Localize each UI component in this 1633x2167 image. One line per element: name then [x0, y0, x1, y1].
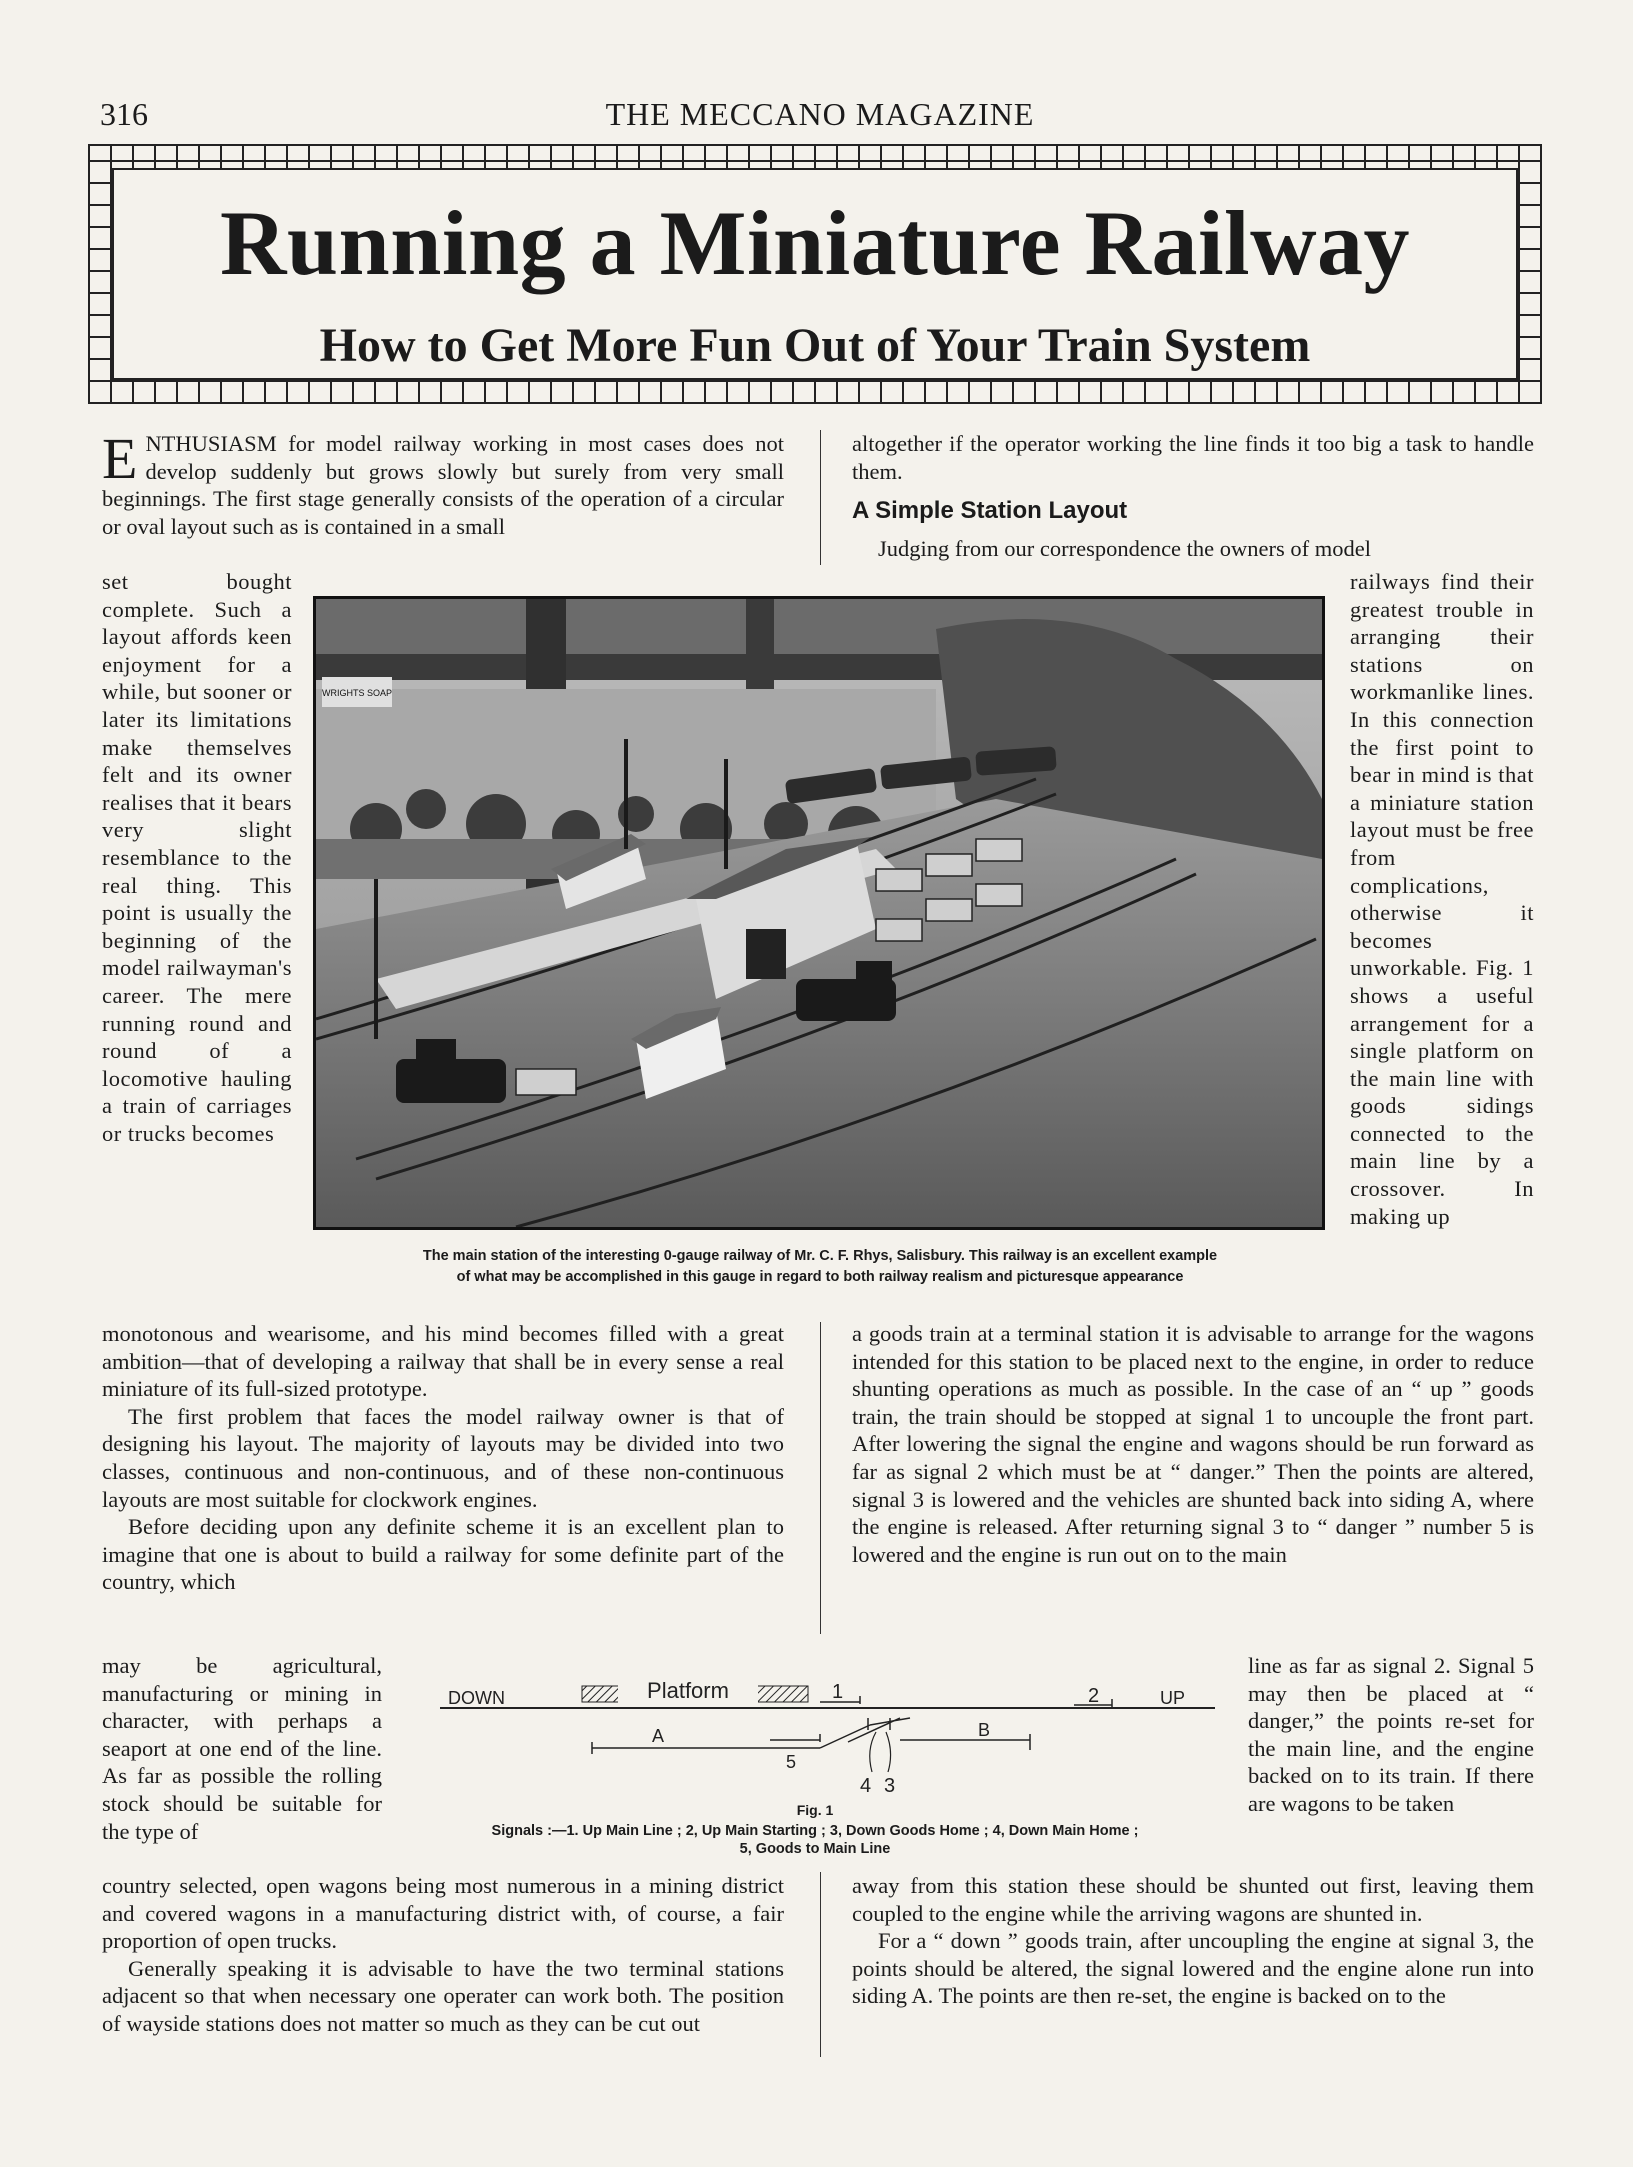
right-column-bottom [852, 1872, 1534, 2010]
left-column-bottom [102, 1872, 784, 2038]
column-divider-top [820, 430, 821, 565]
up-label: UP [1160, 1688, 1186, 1708]
article-title: Running a Miniature Railway [219, 192, 1411, 294]
platform-label: Platform [647, 1678, 729, 1703]
figure-caption-line-2: 5, Goods to Main Line [739, 1841, 891, 1857]
section-heading: A Simple Station Layout [852, 497, 1128, 525]
signal-2-label: 2 [1088, 1685, 1100, 1707]
down-label: DOWN [448, 1688, 505, 1708]
left-column-narrow [102, 568, 292, 1147]
right-paragraph-2-narrow-2: line as far as signal 2. Signal 5 may then be placed at “ danger,” the points re-set for the main line, and the engine backed on to its train. If there are wagons to be taken [1248, 1653, 1534, 1816]
right-paragraph-1: altogether if the operator working the line finds it too big a task to handle them. [852, 431, 1534, 484]
photo-caption [300, 1246, 1340, 1288]
right-paragraph-2-continued: a goods train at a terminal station it is advisable to arrange for the wagons intended for this station to be placed next to the engine, in order to reduce shunting operations as much as possible. In the case of an “ up ” goods train, the train should be stopped at signal 1 to uncouple the front part. After lowering the signal the engine and wagons should be run forward as far as signal 2 which must be at “ danger.” Then the points are altered, signal 3 is lowered and the vehicles are shunted back into siding A, where the engine is released. After returning signal 3 to “ danger ” number 5 is lowered and the engine is run out on to the main [852, 1321, 1534, 1567]
drop-cap: E [102, 426, 138, 491]
right-column-narrow-2 [1248, 1652, 1534, 1818]
title-box [88, 144, 1542, 404]
right-column-top [852, 430, 1534, 562]
right-paragraph-3: For a “ down ” goods train, after uncoupling the engine at signal 3, the points should be altered, the signal lowered and the engine alone run into siding A. The points are then re-set, the engine is backed on to the [852, 1928, 1534, 2009]
paragraph-1-text-b: monotonous and wearisome, and his mind becomes filled with a great ambition—that of developing a railway that shall be in every sense a real miniature of its full-sized prototype. [102, 1321, 784, 1402]
siding-a-label: A [652, 1726, 665, 1746]
photo-caption-line-2: of what may be accomplished in this gauge in regard to both railway realism and picturesque appearance [456, 1269, 1184, 1285]
right-column-narrow [1350, 568, 1534, 1230]
paragraph-2: The first problem that faces the model railway owner is that of designing his layout. The majority of layouts may be divided into two classes, continuous and non-continuous, and of these non-continuous layouts are most suitable for clockwork engines. [102, 1403, 784, 1512]
left-column-top [102, 426, 784, 540]
photo-caption-line-1: The main station of the interesting 0-gauge railway of Mr. C. F. Rhys, Salisbury. This railway is an excellent example [422, 1248, 1218, 1264]
railway-photo-illustration [316, 599, 1322, 1227]
signal-1-label: 1 [832, 1681, 844, 1703]
paragraph-1-text-a: NTHUSIASM for model railway working in most cases does not develop suddenly but grows slowly but surely from very small beginnings. The first stage generally consists of the operation of a circular or oval layout such as is contained in a small [102, 431, 784, 539]
paragraph-1-narrow: set bought complete. Such a layout affords keen enjoyment for a while, but sooner or later its limitations make themselves felt and its owner realises that it bears very slight resemblance to the real thing. This point is usually the beginning of the model railwayman's career. The mere running round and round of a locomotive hauling a train of carriages or trucks becomes [102, 569, 292, 1146]
paragraph-3-start: Before deciding upon any definite scheme it is an excellent plan to imagine that one is about to build a railway for some definite part of the country, which [102, 1514, 784, 1595]
article-subtitle: How to Get More Fun Out of Your Train System [319, 319, 1311, 372]
signal-5-label: 5 [786, 1752, 797, 1772]
figure-caption [390, 1822, 1240, 1858]
signal-4-label: 4 [860, 1775, 872, 1797]
column-divider-middle [820, 1322, 821, 1634]
photo-sign-text: WRIGHTS SOAP [321, 688, 393, 698]
railway-photograph [313, 596, 1325, 1230]
signal-3-label: 3 [884, 1775, 896, 1797]
siding-b-label: B [978, 1720, 991, 1740]
figure-caption-line-1: Signals :—1. Up Main Line ; 2, Up Main Starting ; 3, Down Goods Home ; 4, Down Main Home ; [491, 1823, 1139, 1839]
paragraph-3-narrow: may be agricultural, manufacturing or mining in character, with perhaps a seaport at one end of the line. As far as possible the rolling stock should be suitable for the type of [102, 1653, 382, 1844]
left-column-narrow-2 [102, 1652, 382, 1845]
figure-label: Fig. 1 [796, 1802, 834, 1818]
right-column-middle [852, 1320, 1534, 1568]
column-divider-bottom [820, 1872, 821, 2057]
figure-1 [400, 1660, 1230, 1860]
paragraph-4: Generally speaking it is advisable to have the two terminal stations adjacent so that when necessary one operater can work both. The position of wayside stations does not matter so much as they can be cut out [102, 1955, 784, 2036]
left-column-middle [102, 1320, 784, 1596]
right-paragraph-2-end: away from this station these should be shunted out first, leaving them coupled to the engine while the arriving wagons are shunted in. [852, 1873, 1534, 1926]
running-header [100, 96, 1540, 136]
right-paragraph-2-narrow: railways find their greatest trouble in arranging their stations on workmanlike lines. In this connection the first point to bear in mind is that a miniature station layout must be free from complications, otherwise it becomes unworkable. Fig. 1 shows a useful arrangement for a single platform on the main line with goods sidings connected to the main line by a crossover. In making up [1350, 569, 1534, 1229]
paragraph-3-end: country selected, open wagons being most numerous in a mining district and covered wagons in a manufacturing district with, of course, a fair proportion of open trucks. [102, 1873, 784, 1954]
track-diagram [400, 1660, 1230, 1800]
page-number: 316 [100, 96, 148, 132]
paragraph-1-start [102, 426, 784, 540]
right-paragraph-2-start: Judging from our correspondence the owners of model [878, 535, 1371, 561]
magazine-title: THE MECCANO MAGAZINE [605, 96, 1035, 132]
